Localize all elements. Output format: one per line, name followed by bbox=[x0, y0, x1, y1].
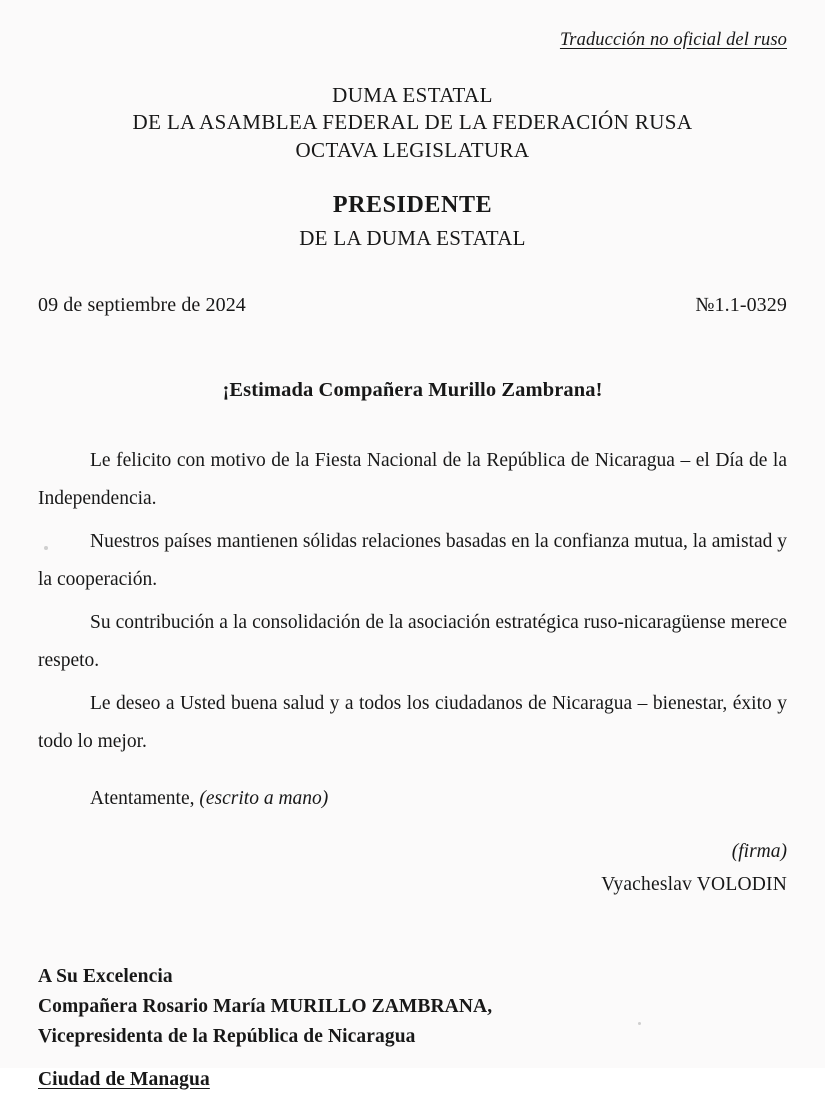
letterhead-line-2: DE LA ASAMBLEA FEDERAL DE LA FEDERACIÓN RUSA bbox=[132, 110, 693, 135]
letter-body bbox=[38, 442, 787, 761]
signature-mark: (firma) bbox=[731, 840, 787, 862]
addressee-line-2: Compañera Rosario María MURILLO ZAMBRANA, bbox=[38, 996, 493, 1018]
handwritten-marker: (escrito a mano) bbox=[199, 787, 329, 809]
addressee-block bbox=[38, 962, 787, 1095]
body-paragraph: Su contribución a la consolidación de la asociación estratégica ruso-nicaragüense merece respeto. bbox=[38, 612, 787, 672]
role-subtitle: DE LA DUMA ESTATAL bbox=[299, 226, 526, 251]
document-meta bbox=[38, 294, 787, 317]
signature-block bbox=[38, 836, 787, 900]
addressee-line-3: Vicepresidenta de la República de Nicaragua bbox=[38, 1026, 416, 1048]
closing-text: Atentamente, bbox=[90, 787, 195, 809]
document-content bbox=[38, 0, 787, 1095]
body-paragraph: Le deseo a Usted buena salud y a todos los ciudadanos de Nicaragua – bienestar, éxito y todo lo mejor. bbox=[38, 693, 787, 753]
role-title: PRESIDENTE bbox=[332, 191, 493, 218]
salutation: ¡Estimada Compañera Murillo Zambrana! bbox=[222, 379, 603, 402]
document-date: 09 de septiembre de 2024 bbox=[38, 294, 246, 317]
addressee-line-1: A Su Excelencia bbox=[38, 965, 173, 987]
role-block bbox=[38, 190, 787, 252]
letterhead bbox=[38, 82, 787, 164]
addressee-city: Ciudad de Managua bbox=[38, 1068, 210, 1090]
letterhead-line-3: OCTAVA LEGISLATURA bbox=[295, 137, 530, 162]
body-paragraph: Le felicito con motivo de la Fiesta Nacional de la República de Nicaragua – el Día de la Independencia. bbox=[38, 450, 787, 510]
signatory-name: Vyacheslav VOLODIN bbox=[601, 873, 787, 895]
closing-line bbox=[38, 788, 787, 810]
document-number: №1.1-0329 bbox=[695, 294, 787, 317]
body-paragraph: Nuestros países mantienen sólidas relaciones basadas en la confianza mutua, la amistad y la cooperación. bbox=[38, 531, 787, 591]
letterhead-line-1: DUMA ESTATAL bbox=[332, 83, 493, 107]
translation-note: Traducción no oficial del ruso bbox=[559, 30, 787, 50]
